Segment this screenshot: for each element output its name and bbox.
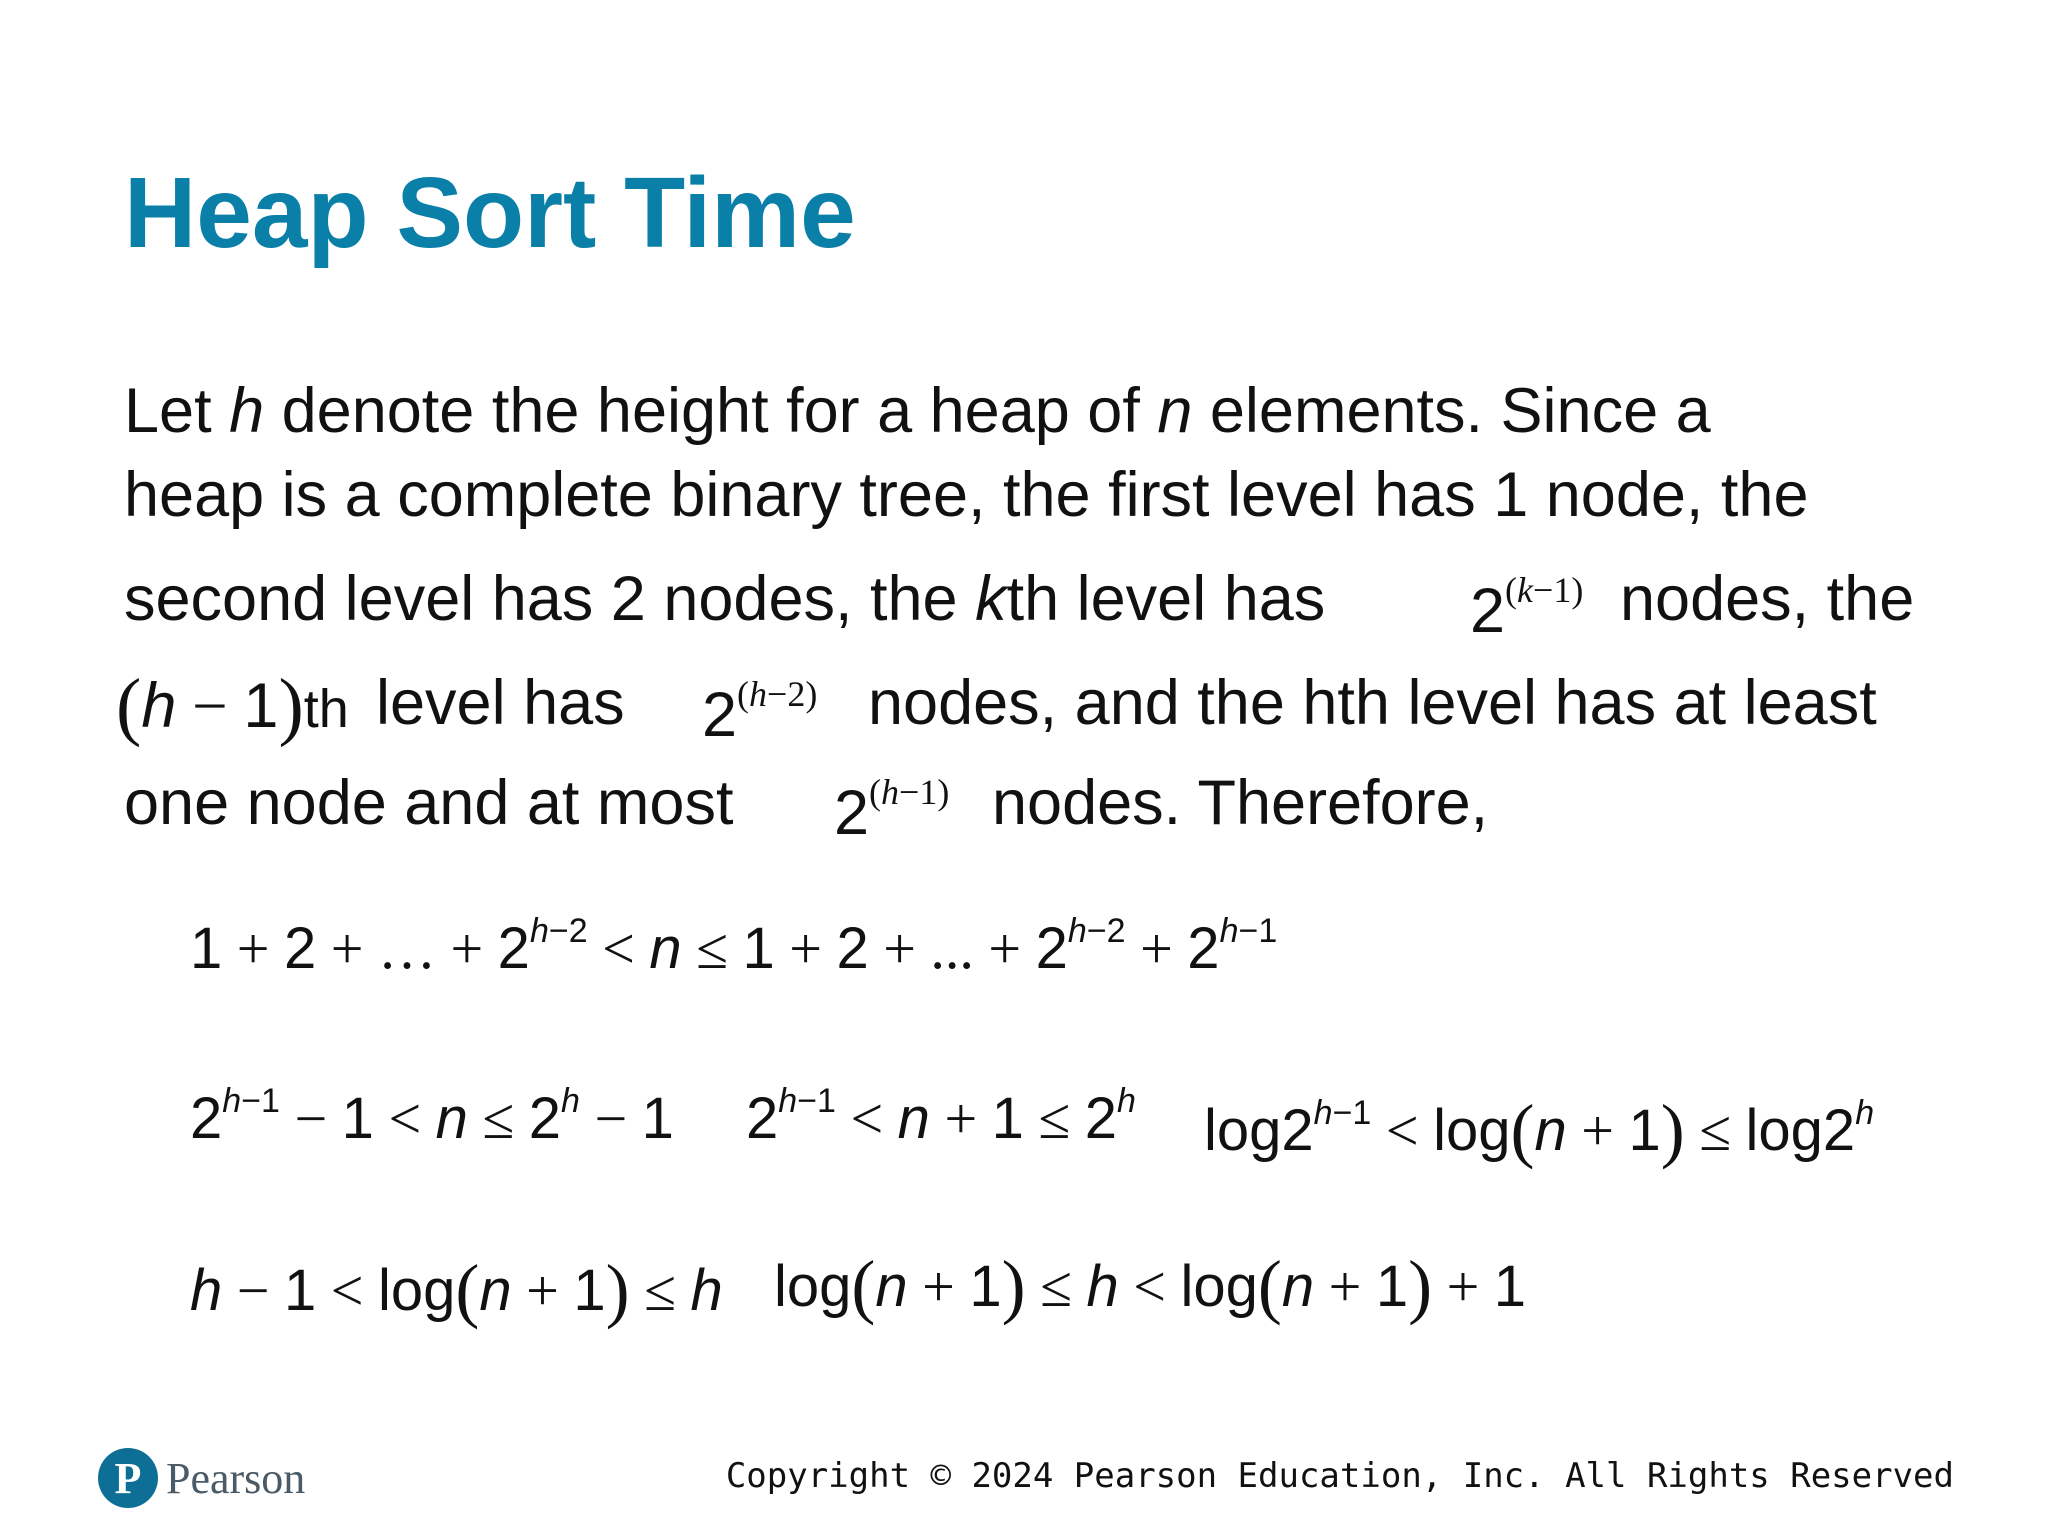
formula-2-h-minus-2: $2^{(h-2)}$ <box>702 674 818 750</box>
equation-h-bound: h − 1 < log(n + 1) ≤ h <box>190 1250 723 1330</box>
paragraph-line-2: heap is a complete binary tree, the first level has 1 node, the <box>124 460 1809 530</box>
paragraph-line-4-b: nodes, and the hth level has at least <box>868 668 1877 738</box>
paragraph-line-1: Let h denote the height for a heap of n elements. Since a <box>124 376 1711 446</box>
paragraph-line-5-a: one node and at most <box>124 768 734 838</box>
equation-log-bound: $\log 2^{h-1} < \log(n + 1) \le \log 2^h$ <box>1204 1090 1875 1170</box>
equation-log-h-bound: log(n + 1) ≤ h < log(n + 1) + 1 <box>774 1246 1527 1326</box>
pearson-logo <box>98 1448 305 1508</box>
paragraph-line-5-b: nodes. Therefore, <box>992 768 1489 838</box>
paragraph-line-4-a: level has <box>376 668 625 738</box>
paragraph-line-3: second level has 2 nodes, the kth level has <box>124 564 1326 634</box>
copyright-notice: Copyright © 2024 Pearson Education, Inc. All Rights Reserved <box>725 1456 1954 1496</box>
equation-n-plus-1-bound: $2^{h-1} < n + 1 \le 2^h$ <box>746 1082 1136 1151</box>
paragraph-line-3-end: nodes, the <box>1620 564 1915 634</box>
equation-sum-inequality: 1 + 2 + … + $2^{h-2} < n \le 1 + 2$ + ... + $2^{h-2} + 2^{h-1}$ <box>190 912 1278 981</box>
pearson-logo-icon: P <box>98 1448 158 1508</box>
formula-h-minus-1: (h − 1)th <box>116 664 349 748</box>
formula-2-k-minus-1: $2^{(k-1)}$ <box>1470 570 1584 646</box>
slide-title: Heap Sort Time <box>124 157 856 269</box>
formula-2-h-minus-1: $2^{(h-1)}$ <box>834 772 950 848</box>
equation-power-bound: $2^{h-1} - 1 < n \le 2^h - 1$ <box>190 1082 674 1151</box>
pearson-logo-text: Pearson <box>166 1453 306 1503</box>
